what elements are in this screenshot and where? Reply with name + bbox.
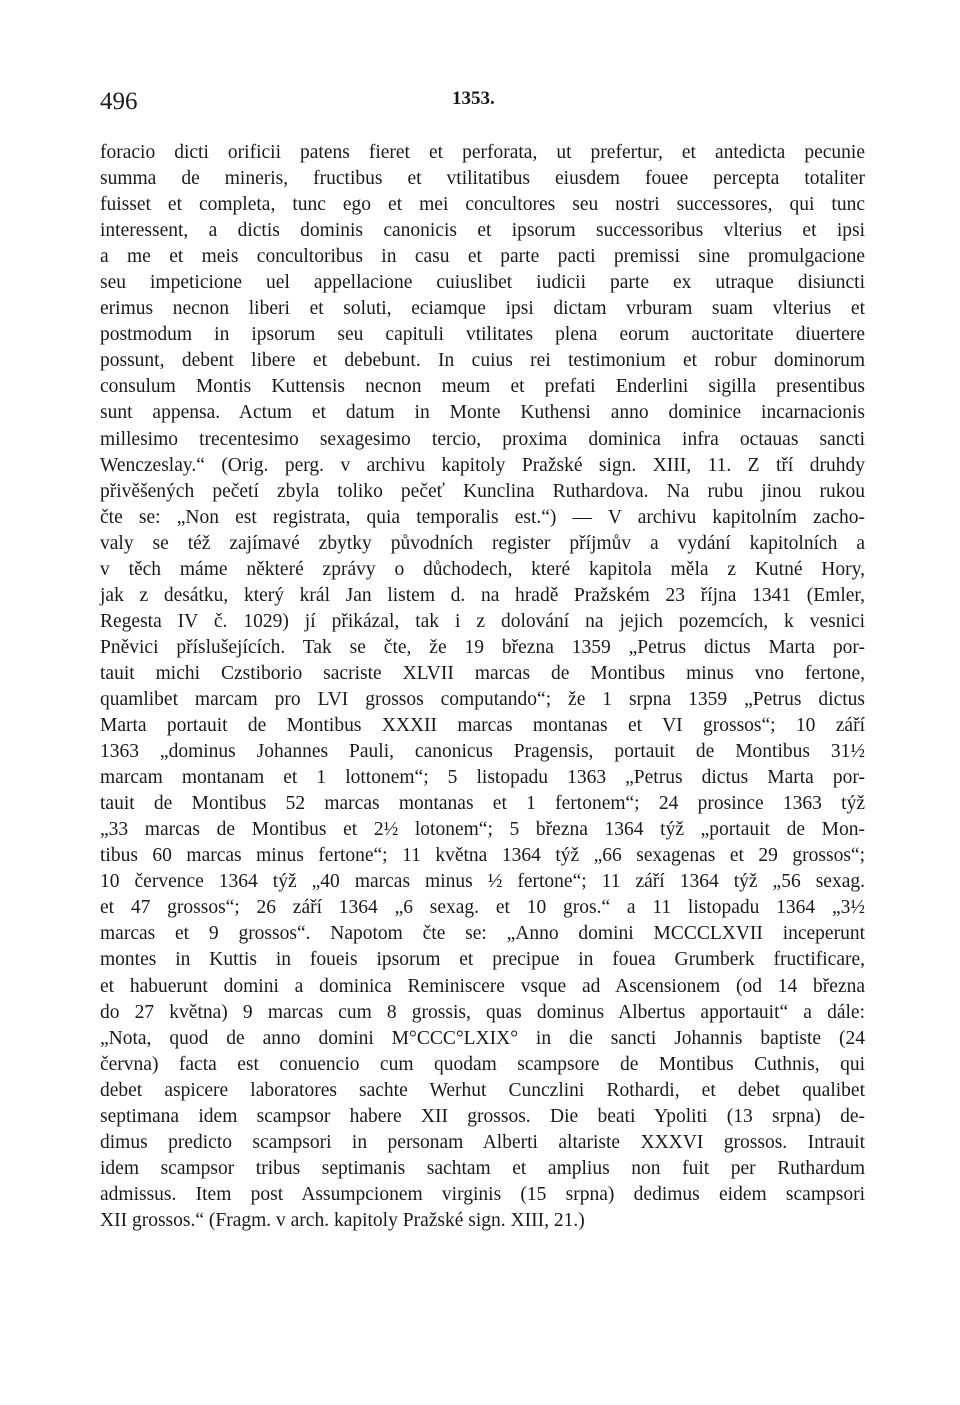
body-text	[100, 140, 865, 1234]
text-line: Pněvici příslušejících. Tak se čte, že 19 března 1359 „Petrus dictus Marta por-	[100, 636, 865, 658]
text-line: seu impeticione uel appellacione cuiuslibet iudicii parte ex utraque disiuncti	[100, 272, 865, 294]
text-line: do 27 května) 9 marcas cum 8 grossis, quas dominus Albertus apportauit“ a dále:	[100, 1001, 865, 1023]
text-line: „Nota, quod de anno domini M°CCC°LXIX° in die sancti Johannis baptiste (24	[100, 1027, 865, 1049]
text-line: přivěšených pečetí zbyla toliko pečeť Kunclina Ruthardova. Na rubu jinou rukou	[100, 480, 865, 502]
text-line: debet aspicere laboratores sachte Werhut Cunczlini Rothardi, et debet qualibet	[100, 1079, 865, 1101]
text-line: summa de mineris, fructibus et vtilitatibus eiusdem fouee percepta totaliter	[100, 168, 865, 190]
text-line: tauit michi Czstiborio sacriste XLVII marcas de Montibus minus vno fertone,	[100, 662, 865, 684]
text-line: 10 července 1364 týž „40 marcas minus ½ fertone“; 11 září 1364 týž „56 sexag.	[100, 871, 865, 893]
text-line: admissus. Item post Assumpcionem virginis (15 srpna) dedimus eidem scampsori	[100, 1183, 865, 1205]
text-line: XII grossos.“ (Fragm. v arch. kapitoly Pražské sign. XIII, 21.)	[100, 1209, 585, 1231]
text-line: possunt, debent libere et debebunt. In cuius rei testimonium et robur dominorum	[100, 350, 865, 372]
text-line: et 47 grossos“; 26 září 1364 „6 sexag. et 10 gros.“ a 11 listopadu 1364 „3½	[100, 897, 865, 919]
text-line: dimus predicto scampsori in personam Alberti altariste XXXVI grossos. Intrauit	[100, 1131, 865, 1153]
text-line: erimus necnon liberi et soluti, eciamque ipsi dictam vrburam suam vlterius et	[100, 298, 865, 320]
text-line: marcas et 9 grossos“. Napotom čte se: „Anno domini MCCCLXVII inceperunt	[100, 923, 865, 945]
text-line: montes in Kuttis in foueis ipsorum et precipue in fouea Grumberk fructificare,	[100, 949, 865, 971]
text-line: v těch máme některé zprávy o důchodech, které kapitola měla z Kutné Hory,	[100, 558, 865, 580]
text-line: millesimo trecentesimo sexagesimo tercio, proxima dominica infra octauas sancti	[100, 428, 865, 450]
text-line: června) facta est conuencio cum quodam scampsore de Montibus Cuthnis, qui	[100, 1053, 865, 1075]
text-line: „33 marcas de Montibus et 2½ lotonem“; 5 března 1364 týž „portauit de Mon-	[100, 819, 865, 841]
text-line: tibus 60 marcas minus fertone“; 11 května 1364 týž „66 sexagenas et 29 grossos“;	[100, 845, 865, 867]
page-number: 496	[100, 88, 138, 115]
text-line: Marta portauit de Montibus XXXII marcas montanas et VI grossos“; 10 září	[100, 715, 865, 737]
text-line: septimana idem scampsor habere XII grossos. Die beati Ypoliti (13 srpna) de-	[100, 1105, 865, 1127]
text-line: Regesta IV č. 1029) jí přikázal, tak i z dolování na jejich pozemcích, k vesnici	[100, 610, 865, 632]
text-line: interessent, a dictis dominis canonicis et ipsorum successoribus vlterius et ipsi	[100, 220, 865, 242]
text-line: tauit de Montibus 52 marcas montanas et 1 fertonem“; 24 prosince 1363 týž	[100, 793, 865, 815]
text-line: 1363 „dominus Johannes Pauli, canonicus Pragensis, portauit de Montibus 31½	[100, 741, 865, 763]
text-line: foracio dicti orificii patens fieret et perforata, ut prefertur, et antedicta pecunie	[100, 142, 865, 163]
text-line: idem scampsor tribus septimanis sachtam et amplius non fuit per Ruthardum	[100, 1157, 865, 1179]
text-line: a me et meis concultoribus in casu et parte pacti premissi sine promulgacione	[100, 246, 865, 268]
text-line: čte se: „Non est registrata, quia temporalis est.“) — V archivu kapitolním zacho-	[100, 506, 865, 528]
text-line: sunt appensa. Actum et datum in Monte Kuthensi anno dominice incarnacionis	[100, 402, 865, 424]
text-line: quamlibet marcam pro LVI grossos computando“; že 1 srpna 1359 „Petrus dictus	[100, 688, 865, 710]
text-line: Wenczeslay.“ (Orig. perg. v archivu kapitoly Pražské sign. XIII, 11. Z tří druhdy	[100, 454, 865, 476]
text-line: postmodum in ipsorum seu capituli vtilitates plena eorum auctoritate diuertere	[100, 324, 865, 346]
text-line: et habuerunt domini a dominica Reminiscere vsque ad Ascensionem (od 14 března	[100, 975, 865, 997]
text-line: valy se též zajímavé zbytky původních register příjmův a vydání kapitolních a	[100, 532, 865, 554]
text-line: marcam montanam et 1 lottonem“; 5 listopadu 1363 „Petrus dictus Marta por-	[100, 767, 865, 789]
running-header-year: 1353.	[452, 88, 495, 109]
text-line: jak z desátku, který král Jan listem d. na hradě Pražském 23 října 1341 (Emler,	[100, 584, 865, 606]
text-line: fuisset et completa, tunc ego et mei concultores seu nostri successores, qui tunc	[100, 194, 865, 216]
text-line: consulum Montis Kuttensis necnon meum et prefati Enderlini sigilla presentibus	[100, 376, 865, 398]
